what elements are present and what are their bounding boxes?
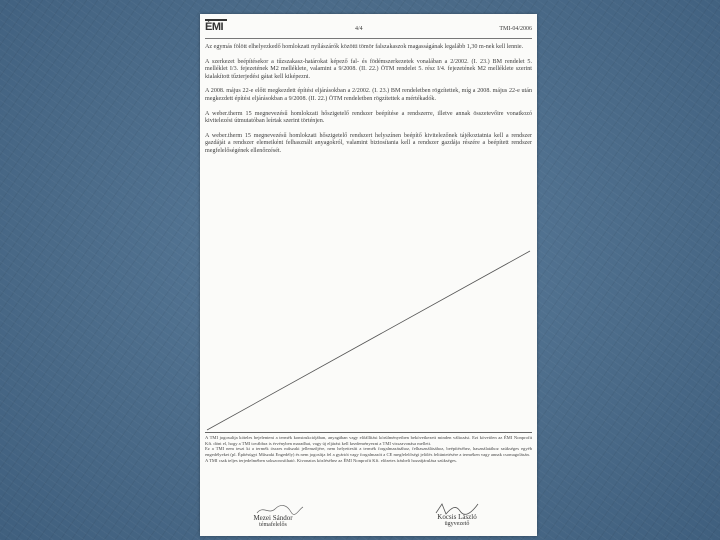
- page-number: 4/4: [355, 26, 363, 32]
- footer-note: Ez a TMI nem teszi ki a termék összes műszaki jellemzőjére, nem helyettesíti a termék forgalmazásához, felhasználásához, beépítéséhez, használatához szükséges egyéb engedélyeket (pl. Építésügyi Műszaki Engedély) és nem jogosítja fel a gyártót vagy forgalmazót a CE megfelelőségi jelölés feltüntetésére a terméken vagy annak csomagolásán.: [205, 446, 532, 458]
- signer-role: ügyvezető: [444, 521, 470, 527]
- footer-note: A TMI csak teljes terjedelmében sokszorosítható. Kivonatos közléséhez az ÉMI Nonprofit Kft. előzetes írásbeli hozzájárulása szükséges.: [205, 457, 457, 463]
- paragraph: A szerkezet beépítésekor a tűzszakasz-határokat képező fal- és födémszerkezetek vonalában a 2/2002. (I. 23.) BM rendelet 5. melléklet I/3. fejezetének M2 melléklete, valamint a 9/2008. (II. 22.) ÖTM rendelet 5. rész I/4. fejezetének M2 melléklete szerint kialakított tűzterjedési gátat kell kiképezni.: [205, 58, 532, 80]
- footer-notes: [205, 435, 532, 464]
- signer-name: Mezei Sándor: [253, 514, 293, 522]
- logo-text: ÉMI: [205, 21, 224, 33]
- paragraph: A weber.therm 15 megnevezésű homlokzati hőszigetelő rendszer beépítése a rendszerre, illetve annak összetevőire vonatkozó kivitelezési útmutatóban leírtak szerint történjen.: [205, 110, 532, 125]
- signature-block-left: [228, 514, 318, 528]
- signature-block-right: [412, 513, 502, 527]
- cancel-diagonal-line: [205, 249, 532, 432]
- footer-note: A TMI jogosultja köteles bejelenteni a termék konstrukciójában, anyagában vagy előállítási körülményeiben bekövetkezett minden változást. Ezt követően az ÉMI Nonprofit Kft. dönt el, hogy a TMI továbbra is érvényben maradhat, vagy új eljárást kell kezdeményezni a TMI visszavonása mellett.: [205, 435, 532, 446]
- footer-divider: [205, 432, 532, 433]
- signer-name: Kocsis László: [437, 513, 477, 521]
- document-number: TMI-04/2006: [499, 26, 532, 32]
- paragraph: A weber.therm 15 megnevezésű homlokzati hőszigetelő rendszert helyszínen beépítő kivitelezőnek tájékoztatnia kell a rendszer gazdáját a rendszer elemeiként felhasznált anyagokról, valamint biztosítania kell a rendszer gazdája részére a beépített rendszer megfelelőségének ellenőrzését.: [205, 132, 532, 154]
- document-page: [200, 14, 537, 536]
- emi-logo: [205, 21, 223, 33]
- paragraph: Az egymás fölött elhelyezkedő homlokzati nyílászárók közötti tömör falszakaszok magasságának legalább 1,30 m-nek kell lennie.: [205, 44, 524, 50]
- signer-role: témafelelős: [259, 522, 287, 528]
- paragraph: A 2008. május 22-e előtt megkezdett építési eljárásokban a 2/2002. (I. 23.) BM rendeletben rögzítettek, míg a 2008. május 22-e után megkezdett építési eljárásokban a 9/2008. (II. 22.) ÖTM rendeletben rögzítettek a mértékadók.: [205, 88, 532, 102]
- page-header: [205, 20, 532, 39]
- document-body: [205, 44, 532, 163]
